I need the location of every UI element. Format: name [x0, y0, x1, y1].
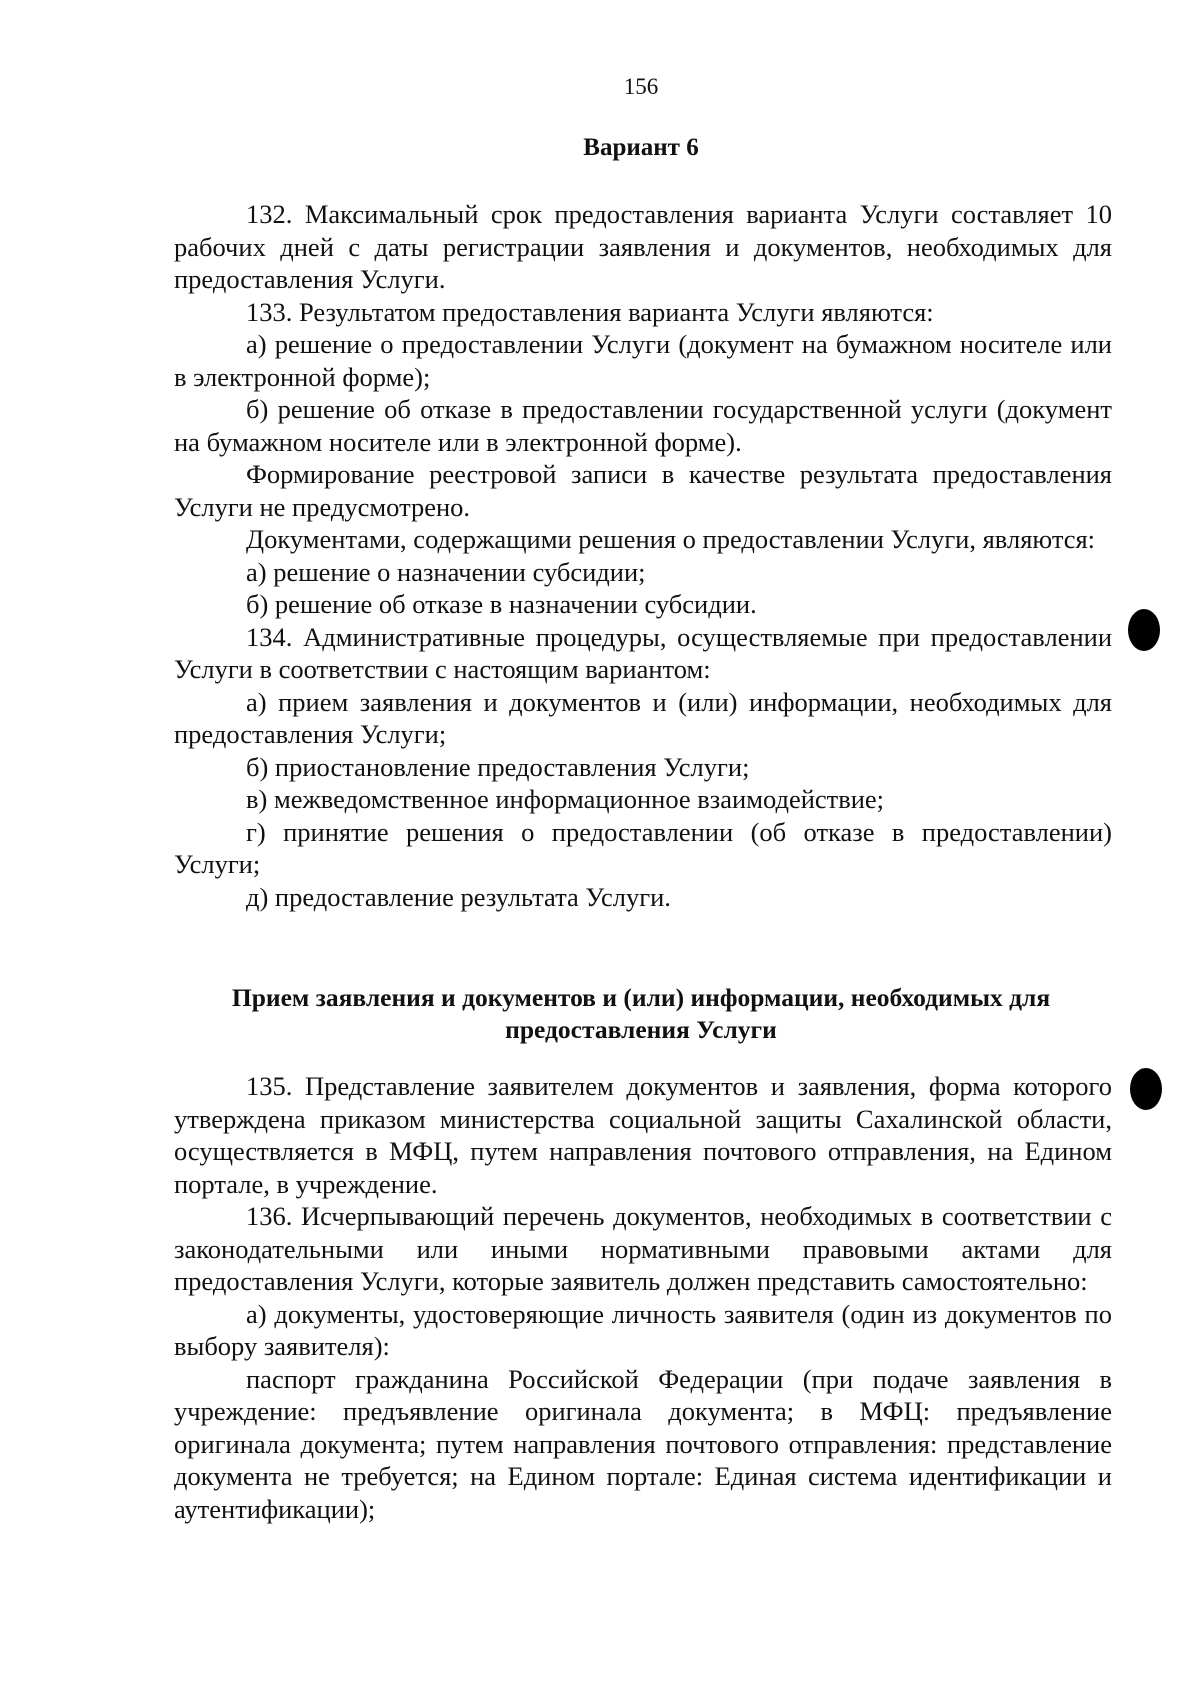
section-heading: Прием заявления и документов и (или) информации, необходимых для предоставления Услуги — [231, 983, 1051, 1044]
paragraph: г) принятие решения о предоставлении (об отказе в предоставлении) Услуги; — [174, 816, 1112, 879]
paragraph: паспорт гражданина Российской Федерации (при подаче заявления в учреждение: предъявление оригинала документа; в МФЦ: предъявление оригинала документа; путем направления почтового отправления: представление документа не требуется; на Едином портале: Единая система идентификации и аутентификации); — [174, 1363, 1112, 1524]
paragraph: а) прием заявления и документов и (или) информации, необходимых для предоставления Услуги; — [174, 686, 1112, 749]
paragraph: а) документы, удостоверяющие личность заявителя (один из документов по выбору заявителя): — [174, 1298, 1112, 1361]
page-number: 156 — [623, 74, 659, 99]
paragraph: Документами, содержащими решения о предоставлении Услуги, являются: — [246, 524, 1096, 554]
paragraph: в) межведомственное информационное взаимодействие; — [246, 784, 885, 814]
scan-hole-mark — [1128, 609, 1160, 651]
paragraph: б) приостановление предоставления Услуги; — [246, 751, 750, 782]
paragraph: 133. Результатом предоставления варианта Услуги являются: — [246, 296, 934, 327]
paragraph: д) предоставление результата Услуги. — [246, 881, 671, 912]
paragraph: 134. Административные процедуры, осуществляемые при предоставлении Услуги в соответствии с настоящим вариантом: — [174, 621, 1112, 684]
variant-body — [174, 198, 1112, 913]
paragraph: 135. Представление заявителем документов и заявления, форма которого утверждена приказом министерства социальной защиты Сахалинской области, осуществляется в МФЦ, путем направления почтового отправления, на Едином портале, в учреждение. — [174, 1071, 1112, 1199]
section-body — [174, 1070, 1112, 1525]
variant-heading: Вариант 6 — [583, 134, 699, 161]
paragraph: 132. Максимальный срок предоставления варианта Услуги составляет 10 рабочих дней с даты регистрации заявления и документов, необходимых для предоставления Услуги. — [174, 199, 1112, 294]
paragraph: 136. Исчерпывающий перечень документов, необходимых в соответствии с законодательными или иными нормативными правовыми актами для предоставления Услуги, которые заявитель должен представить самостоятельно: — [174, 1201, 1112, 1296]
paragraph: б) решение об отказе в предоставлении государственной услуги (документ на бумажном носителе или в электронной форме). — [174, 394, 1112, 457]
paragraph: б) решение об отказе в назначении субсидии. — [246, 589, 757, 619]
paragraph: а) решение о предоставлении Услуги (документ на бумажном носителе или в электронной форме); — [174, 329, 1112, 392]
scan-hole-mark — [1130, 1068, 1162, 1110]
paragraph: Формирование реестровой записи в качестве результата предоставления Услуги не предусмотрено. — [174, 459, 1112, 522]
paragraph: а) решение о назначении субсидии; — [246, 556, 646, 587]
